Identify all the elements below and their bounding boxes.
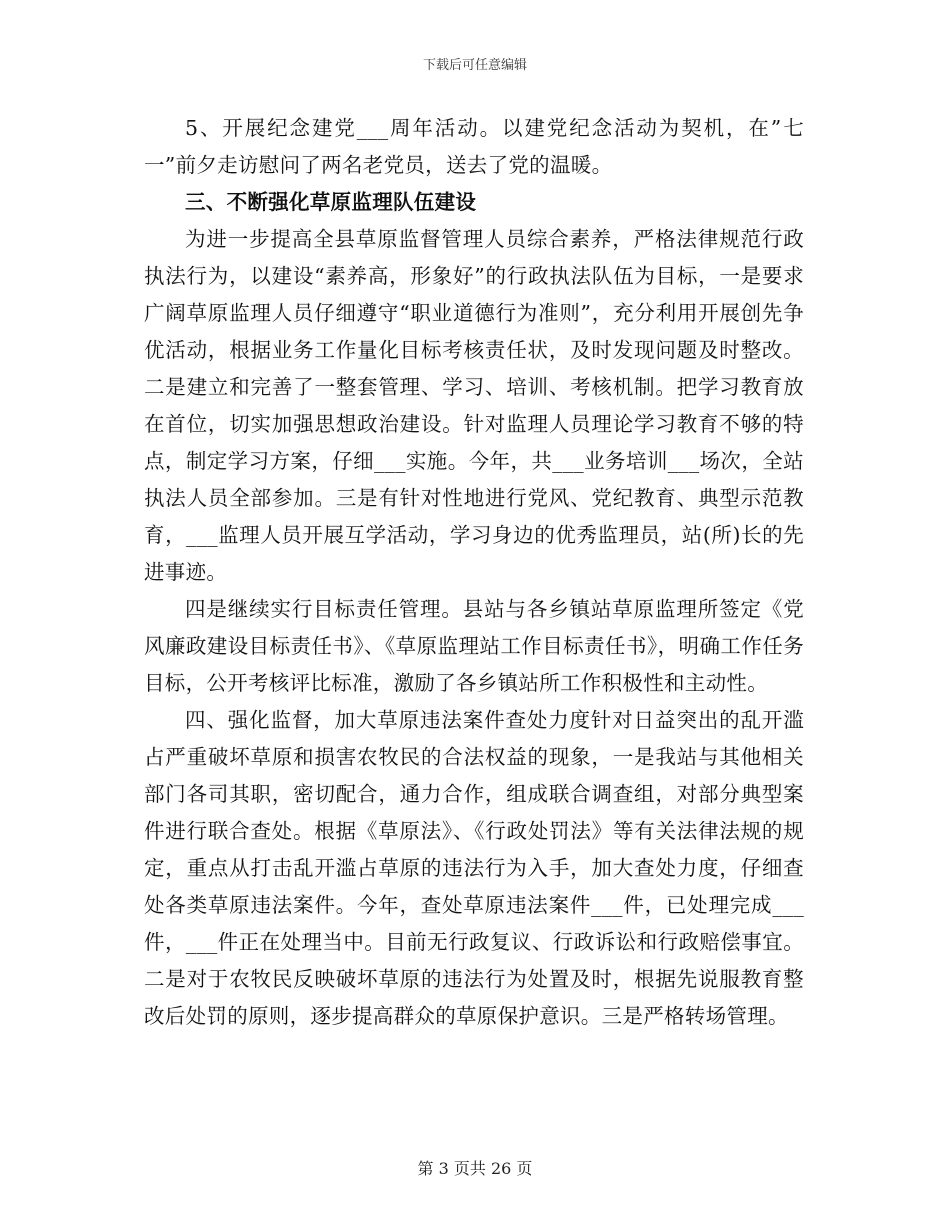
page-number: 第 3 页共 26 页 [417,1159,533,1178]
paragraph-target-responsibility: 四是继续实行目标责任管理。县站与各乡镇站草原监理所签定《党风廉政建设目标责任书》、《草原监理站工作目标责任书》，明确工作任务目标，公开考核评比标准，激励了各乡镇站所工作积极性和主动性。 [144,597,804,695]
section-heading-3: 三、不断强化草原监理队伍建设 [185,190,477,214]
document-body [144,110,804,1035]
paragraph-team-building: 为进一步提高全县草原监督管理人员综合素养，严格法律规范行政执法行为，以建设“素养高，形象好”的行政执法队伍为目标，一是要求广阔草原监理人员仔细遵守“职业道德行为准则”，充分利用开展创先争优活动，根据业务工作量化目标考核责任状，及时发现问题及时整改。二是建立和完善了一整套管理、学习、培训、考核机制。把学习教育放在首位，切实加强思想政治建设。针对监理人员理论学习教育不够的特点，制定学习方案，仔细___实施。今年，共___业务培训___场次，全站执法人员全部参加。三是有针对性地进行党风、党纪教育、典型示范教育，___监理人员开展互学活动，学习身边的优秀监理员，站(所)长的先进事迹。 [144,227,804,584]
header-note: 下载后可任意编辑 [422,58,527,73]
paragraph-supervision: 四、强化监督，加大草原违法案件查处力度针对日益突出的乱开滥占严重破坏草原和损害农牧民的合法权益的现象，一是我站与其他相关部门各司其职，密切配合，通力合作，组成联合调查组，对部分典型案件进行联合查处。根据《草原法》、《行政处罚法》等有关法律法规的规定，重点从打击乱开滥占草原的违法行为入手，加大查处力度，仔细查处各类草原违法案件。今年，查处草原违法案件___件，已处理完成___件，___件正在处理当中。目前无行政复议、行政诉讼和行政赔偿事宜。二是对于农牧民反映破坏草原的违法行为处置及时，根据先说服教育整改后处罚的原则，逐步提高群众的草原保护意识。三是严格转场管理。 [144,708,804,1028]
paragraph-activity-5: 5、开展纪念建党___周年活动。以建党纪念活动为契机，在”七一”前夕走访慰问了两名老党员，送去了党的温暖。 [144,116,804,177]
